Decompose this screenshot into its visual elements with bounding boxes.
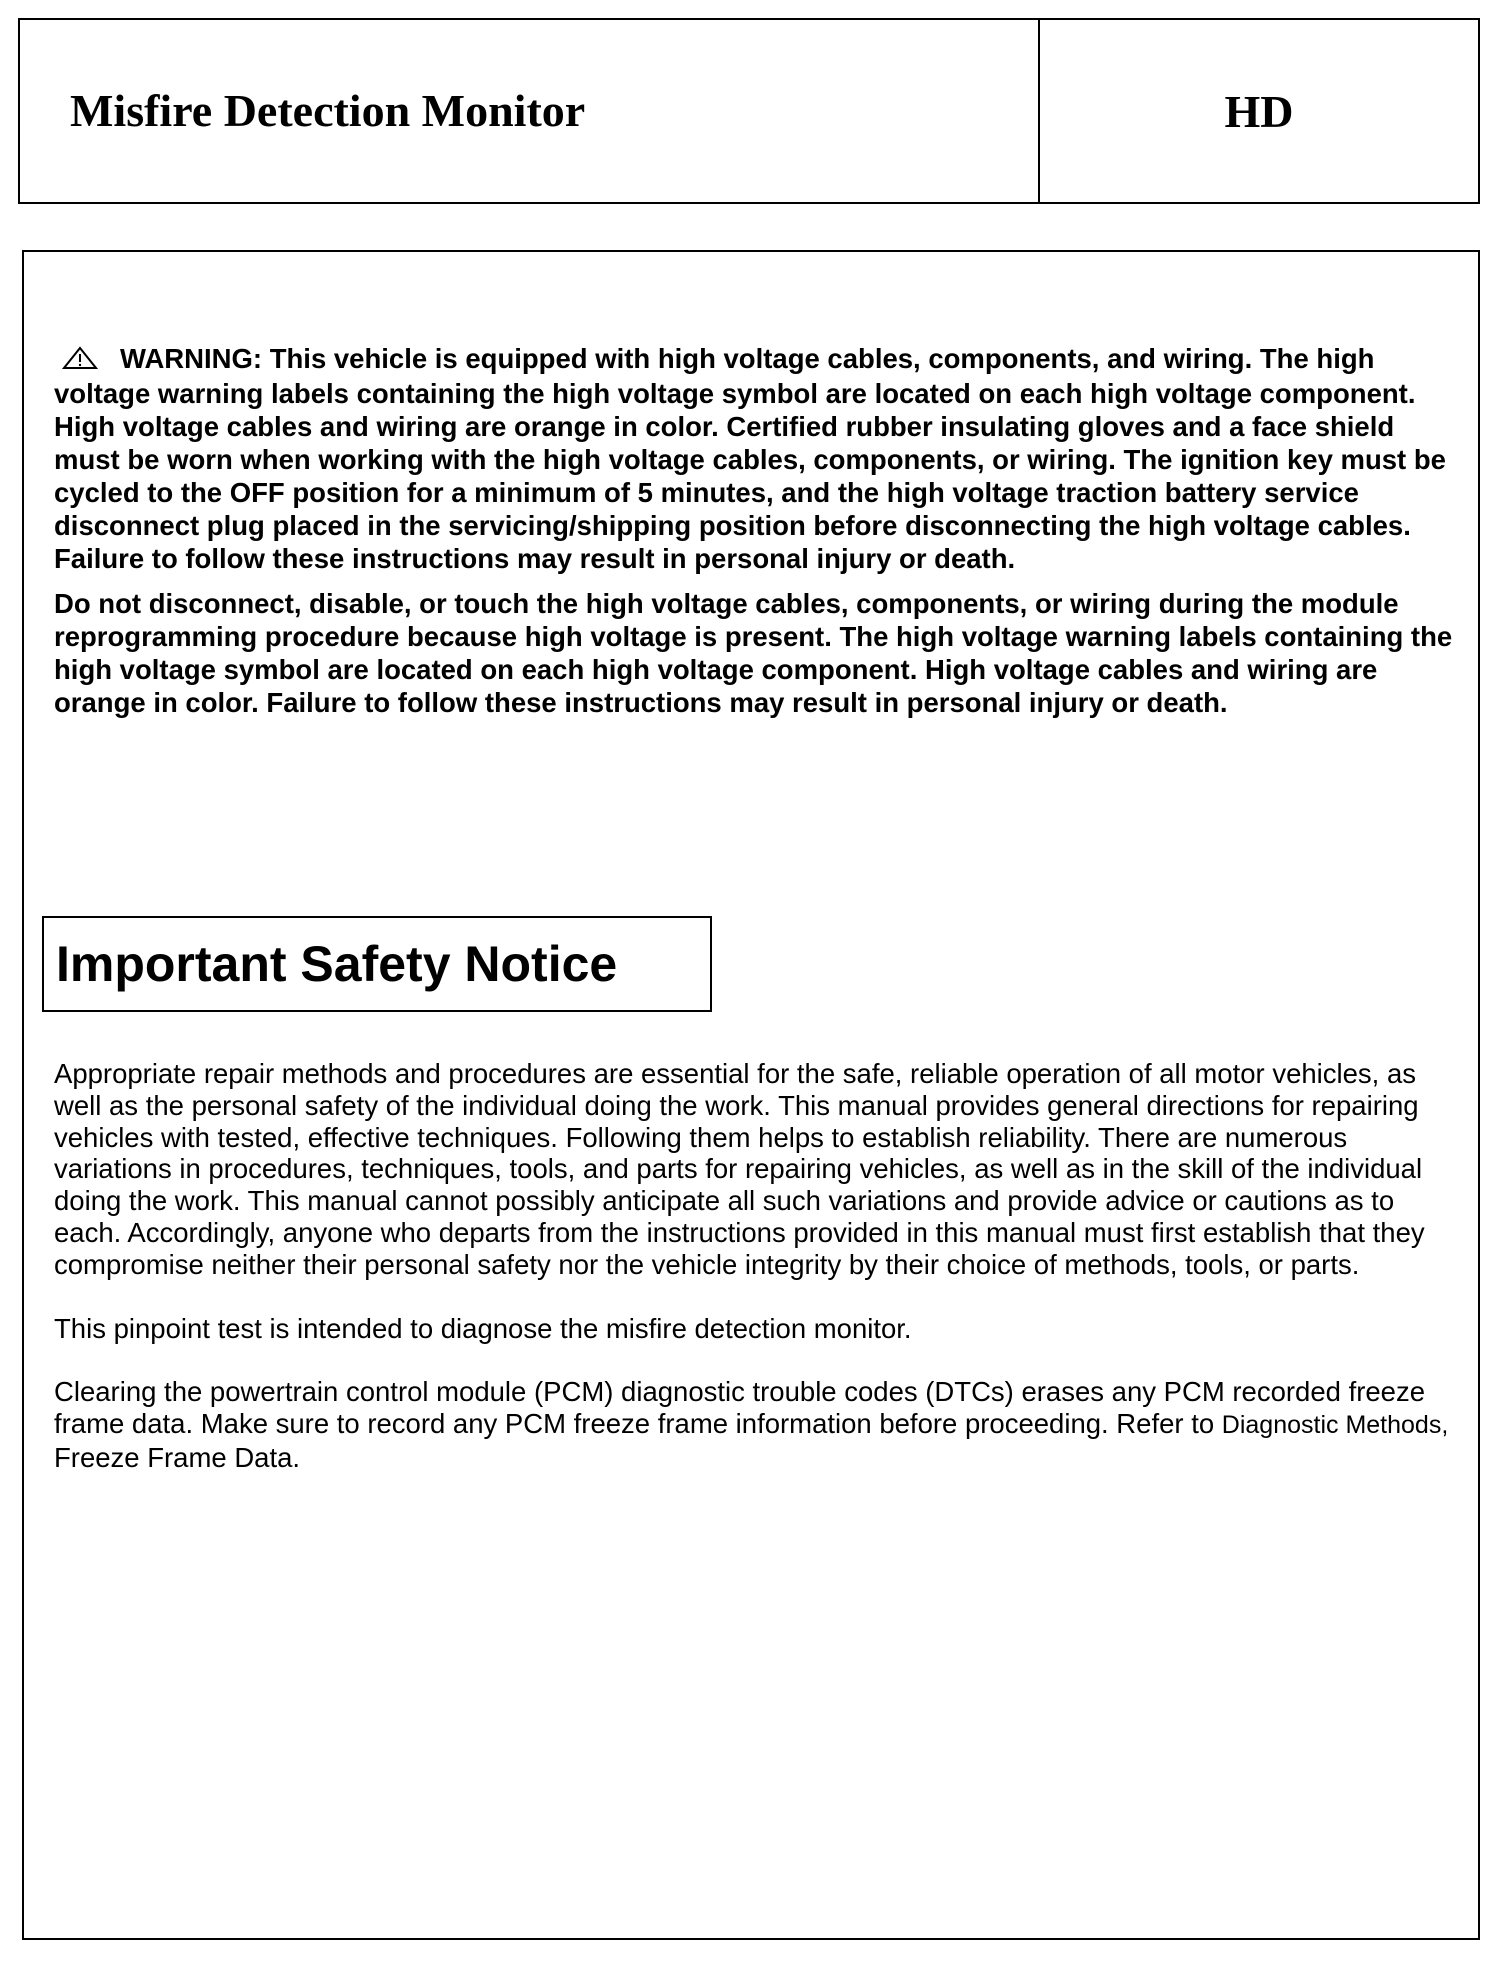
warning-text-1: WARNING: This vehicle is equipped with high voltage cables, components, and wiring. The high voltage warning labels containing the high voltage symbol are located on each high voltage component. High voltage cables and wiring are orange in color. Certified rubber insulating gloves and a face shield must be worn when working with the high voltage cables, components, or wiring. The ignition key must be cycled to the OFF position for a minimum of 5 minutes, and the high voltage traction battery service disconnect plug placed in the servicing/shipping position before disconnecting the high voltage cables. Failure to follow these instructions may result in personal injury or death. bbox=[54, 343, 1446, 574]
body-paragraph-3-suffix: Freeze Frame Data. bbox=[54, 1441, 301, 1473]
warning-block bbox=[54, 342, 1454, 731]
document-header bbox=[18, 18, 1480, 204]
body-paragraph-2: This pinpoint test is intended to diagnose the misfire detection monitor. bbox=[54, 1312, 912, 1344]
warning-paragraph-1 bbox=[54, 342, 1454, 575]
body-paragraph-3 bbox=[54, 1376, 1454, 1473]
body-paragraph-3-text: Clearing the powertrain control module (PCM) diagnostic trouble codes (DTCs) erases any PCM recorded freeze frame data. Make sure to record any PCM freeze frame information before proceeding. Refer to bbox=[54, 1376, 1425, 1440]
warning-paragraph-2: Do not disconnect, disable, or touch the high voltage cables, components, or wiring during the module reprogramming procedure because high voltage is present. The high voltage warning labels containing the high voltage symbol are located on each high voltage component. High voltage cables and wiring are orange in color. Failure to follow these instructions may result in personal injury or death. bbox=[54, 588, 1453, 718]
safety-notice-title: Important Safety Notice bbox=[56, 936, 618, 992]
page-title: Misfire Detection Monitor bbox=[70, 85, 586, 136]
body-text bbox=[54, 1058, 1454, 1506]
warning-triangle-icon bbox=[62, 344, 98, 377]
body-paragraph-1: Appropriate repair methods and procedures are essential for the safe, reliable operation of all motor vehicles, as well as the personal safety of the individual doing the work. This manual provides general directions for repairing vehicles with tested, effective techniques. Following them helps to establish reliability. There are numerous variations in procedures, techniques, tools, and parts for repairing vehicles, as well as in the skill of the individual doing the work. This manual cannot possibly anticipate all such variations and provide advice or cautions as to each. Accordingly, anyone who departs from the instructions provided in this manual must first establish that they compromise neither their personal safety nor the vehicle integrity by their choice of methods, tools, or parts. bbox=[54, 1058, 1425, 1280]
header-title-cell bbox=[20, 20, 1040, 202]
safety-notice-heading-box bbox=[42, 916, 712, 1012]
header-code-cell bbox=[1040, 20, 1478, 202]
section-code: HD bbox=[1224, 85, 1294, 137]
diagnostic-methods-reference[interactable]: Diagnostic Methods, bbox=[1221, 1411, 1449, 1440]
content-panel bbox=[22, 250, 1480, 1940]
